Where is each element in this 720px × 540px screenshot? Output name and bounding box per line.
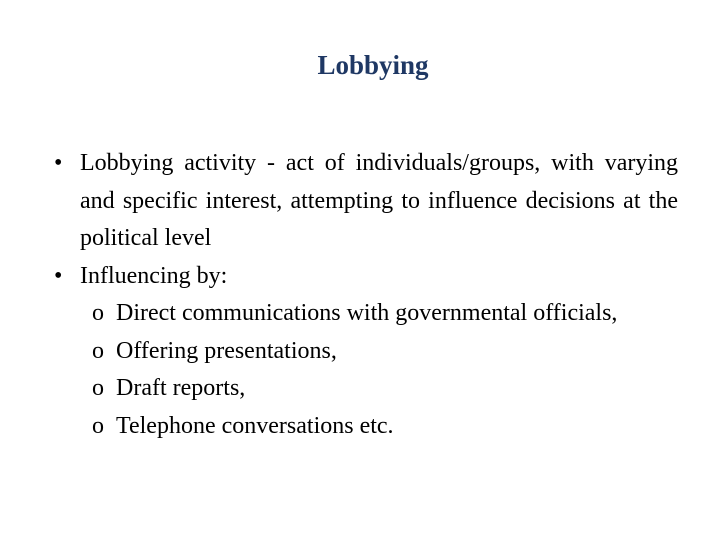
sub-bullet-marker: o [92,300,104,326]
bullet-marker: • [54,150,63,176]
sub-bullet-marker: o [92,375,104,401]
sub-bullet-item [0,370,720,408]
sub-bullet-marker: o [92,337,104,364]
sub-bullet-marker: o [92,412,104,439]
bullet-text: Lobbying activity - act of individuals/groups, with varying and specific interest, attempting to influence decisions at the political level [80,150,678,251]
sub-bullet-item [0,408,720,446]
bullet-list [0,145,720,445]
bullet-text: Influencing by: [80,262,228,289]
bullet-marker: • [54,262,63,289]
sub-bullet-text: Draft reports, [116,375,246,401]
bullet-item [0,258,720,296]
sub-bullet-item [0,295,720,333]
slide-title: Lobbying [317,50,429,80]
bullet-item [0,145,720,258]
sub-bullet-text: Telephone conversations etc. [116,412,394,439]
sub-bullet-text: Offering presentations, [116,337,337,364]
sub-bullet-text: Direct communications with governmental officials, [116,300,618,326]
sub-bullet-item [0,333,720,371]
